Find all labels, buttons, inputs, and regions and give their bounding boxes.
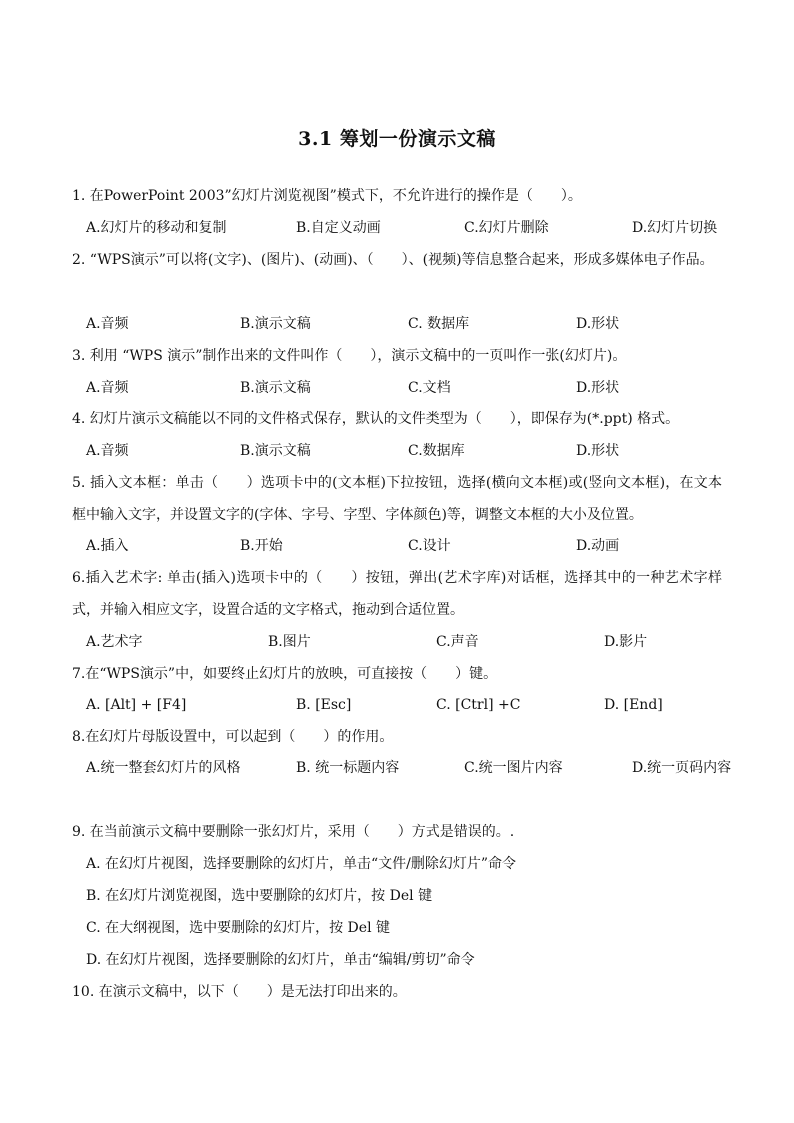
option-6b: B.图片	[268, 634, 311, 650]
option-4c: C.数据库	[408, 443, 465, 459]
option-4d: D.形状	[576, 443, 620, 459]
option-9b: B. 在幻灯片浏览视图，选中要删除的幻灯片，按 Del 键	[86, 888, 433, 904]
option-2b: B.演示文稿	[240, 316, 311, 332]
question-3: 3. 利用 “WPS 演示”制作出来的文件叫作（ ），演示文稿中的一页叫作一张(幻灯片)。	[72, 348, 627, 364]
options-1	[72, 212, 732, 244]
option-6a: A.艺术字	[86, 634, 143, 650]
question-8: 8.在幻灯片母版设置中，可以起到（ ）的作用。	[72, 729, 394, 745]
option-8b: B. 统一标题内容	[296, 760, 400, 776]
question-9: 9. 在当前演示文稿中要删除一张幻灯片，采用（ ）方式是错误的。.	[72, 824, 515, 840]
option-4b: B.演示文稿	[240, 443, 311, 459]
option-1b: B.自定义动画	[296, 220, 381, 236]
option-7a: A. [Alt] + [F4]	[86, 697, 187, 713]
page-title: 3.1 筹划一份演示文稿	[298, 128, 496, 150]
option-7d: D. [End]	[604, 697, 663, 713]
option-3c: C.文档	[408, 380, 451, 396]
option-5b: B.开始	[240, 538, 283, 554]
question-10: 10. 在演示文稿中，以下（ ）是无法打印出来的。	[72, 984, 407, 1000]
option-2c: C. 数据库	[408, 316, 470, 332]
options-7	[72, 689, 732, 721]
options-3	[72, 372, 732, 404]
option-3a: A.音频	[86, 380, 129, 396]
question-6: 6.插入艺术字: 单击(插入)选项卡中的（ ）按钮，弹出(艺术字库)对话框，选择其中的一种艺术字样式，并输入相应文字，设置合适的文字格式，拖动到合适位置。	[72, 570, 722, 618]
option-9d: D. 在幻灯片视图，选择要删除的幻灯片，单击“编辑/剪切”命令	[86, 952, 475, 968]
option-7b: B. [Esc]	[296, 697, 352, 713]
option-9a: A. 在幻灯片视图，选择要删除的幻灯片，单击“文件/删除幻灯片”命令	[86, 856, 517, 872]
option-5d: D.动画	[576, 538, 620, 554]
option-8d: D.统一页码内容	[632, 760, 732, 776]
option-5a: A.插入	[86, 538, 129, 554]
option-2a: A.音频	[86, 316, 129, 332]
question-4: 4. 幻灯片演示文稿能以不同的文件格式保存，默认的文件类型为（ ），即保存为(*.ppt) 格式。	[72, 411, 680, 427]
option-9c: C. 在大纲视图，选中要删除的幻灯片，按 Del 键	[86, 920, 390, 936]
option-3b: B.演示文稿	[240, 380, 311, 396]
question-1: 1. 在PowerPoint 2003”幻灯片浏览视图”模式下，不允许进行的操作是（ ）。	[72, 188, 582, 204]
options-8	[72, 752, 732, 784]
option-4a: A.音频	[86, 443, 129, 459]
question-2: 2. “WPS演示”可以将(文字)、(图片)、(动画)、（ ）、(视频)等信息整合起来，形成多媒体电子作品。	[72, 252, 714, 268]
options-5	[72, 530, 732, 562]
option-1c: C.幻灯片删除	[464, 220, 549, 236]
options-4	[72, 435, 732, 467]
options-2	[72, 308, 732, 340]
option-8a: A.统一整套幻灯片的风格	[86, 760, 241, 776]
option-3d: D.形状	[576, 380, 620, 396]
option-8c: C.统一图片内容	[464, 760, 563, 776]
question-5: 5. 插入文本框：单击（ ）选项卡中的(文本框)下拉按钮，选择(横向文本框)或(竖向文本框)，在文本框中输入文字，并设置文字的(字体、字号、字型、字体颜色)等，调整文本框的大小及位置。	[72, 475, 722, 523]
option-6d: D.影片	[604, 634, 648, 650]
option-1a: A.幻灯片的移动和复制	[86, 220, 227, 236]
option-5c: C.设计	[408, 538, 451, 554]
option-6c: C.声音	[436, 634, 479, 650]
option-7c: C. [Ctrl] +C	[436, 697, 521, 713]
options-6	[72, 626, 732, 658]
option-2d: D.形状	[576, 316, 620, 332]
option-1d: D.幻灯片切换	[632, 220, 718, 236]
question-7: 7.在“WPS演示”中，如要终止幻灯片的放映，可直接按（ ）键。	[72, 666, 498, 682]
